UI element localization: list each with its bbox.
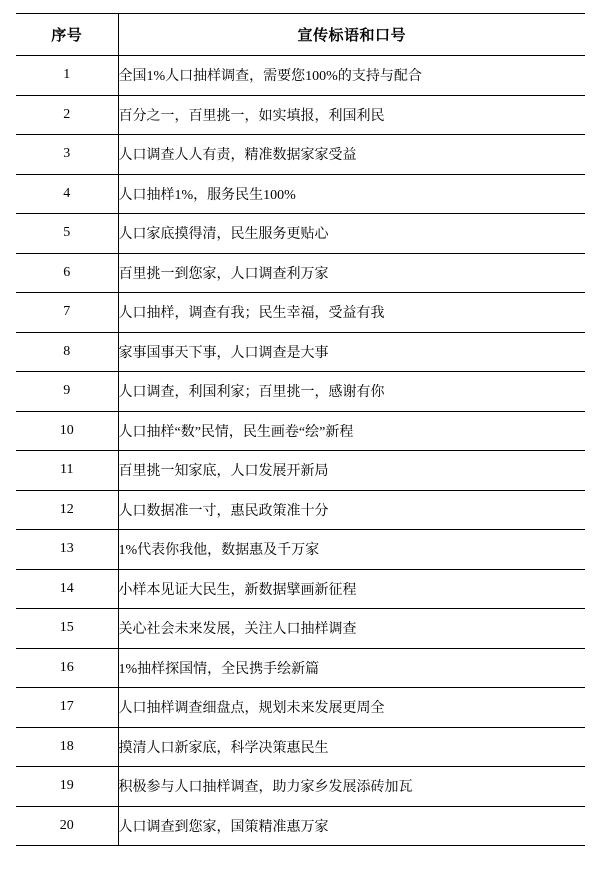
table-row [16,490,585,530]
row-number: 7 [16,293,118,333]
row-number: 14 [16,569,118,609]
row-slogan: 人口抽样，调查有我；民生幸福，受益有我 [118,293,585,333]
table-row [16,253,585,293]
row-number: 20 [16,806,118,846]
table-row [16,609,585,649]
table-row [16,806,585,846]
table-row [16,293,585,333]
row-number: 9 [16,372,118,412]
row-number: 5 [16,214,118,254]
table-row [16,767,585,807]
row-slogan: 小样本见证大民生，新数据擘画新征程 [118,569,585,609]
header-row [16,14,585,56]
table-row [16,411,585,451]
row-slogan: 1%代表你我他，数据惠及千万家 [118,530,585,570]
row-number: 18 [16,727,118,767]
row-slogan: 1%抽样探国情，全民携手绘新篇 [118,648,585,688]
row-number: 4 [16,174,118,214]
row-number: 12 [16,490,118,530]
row-number: 10 [16,411,118,451]
row-number: 6 [16,253,118,293]
table-row [16,569,585,609]
row-slogan: 百里挑一知家底，人口发展开新局 [118,451,585,491]
row-number: 15 [16,609,118,649]
row-number: 17 [16,688,118,728]
table-row [16,372,585,412]
row-number: 3 [16,135,118,175]
row-slogan: 人口调查人人有责，精准数据家家受益 [118,135,585,175]
row-slogan: 人口数据准一寸，惠民政策准十分 [118,490,585,530]
row-number: 2 [16,95,118,135]
table-row [16,530,585,570]
table-row [16,174,585,214]
row-slogan: 人口调查，利国利家；百里挑一，感谢有你 [118,372,585,412]
table-row [16,95,585,135]
row-slogan: 摸清人口新家底，科学决策惠民生 [118,727,585,767]
row-slogan: 家事国事天下事，人口调查是大事 [118,332,585,372]
column-header-index: 序号 [16,14,118,56]
row-slogan: 人口抽样调查细盘点，规划未来发展更周全 [118,688,585,728]
table-row [16,135,585,175]
table-row [16,56,585,96]
table-row [16,332,585,372]
row-number: 11 [16,451,118,491]
table-row [16,451,585,491]
row-number: 19 [16,767,118,807]
row-slogan: 积极参与人口抽样调查，助力家乡发展添砖加瓦 [118,767,585,807]
row-slogan: 人口抽样“数”民情，民生画卷“绘”新程 [118,411,585,451]
row-slogan: 百里挑一到您家，人口调查利万家 [118,253,585,293]
row-slogan: 人口家底摸得清，民生服务更贴心 [118,214,585,254]
row-number: 8 [16,332,118,372]
table-row [16,648,585,688]
row-number: 16 [16,648,118,688]
row-slogan: 关心社会未来发展，关注人口抽样调查 [118,609,585,649]
row-slogan: 全国1%人口抽样调查，需要您100%的支持与配合 [118,56,585,96]
row-slogan: 百分之一，百里挑一，如实填报，利国利民 [118,95,585,135]
row-number: 1 [16,56,118,96]
table-row [16,688,585,728]
row-number: 13 [16,530,118,570]
column-header-slogan: 宣传标语和口号 [118,14,585,56]
table-row [16,727,585,767]
row-slogan: 人口抽样1%，服务民生100% [118,174,585,214]
slogan-table [16,13,585,846]
row-slogan: 人口调查到您家，国策精准惠万家 [118,806,585,846]
table-row [16,214,585,254]
